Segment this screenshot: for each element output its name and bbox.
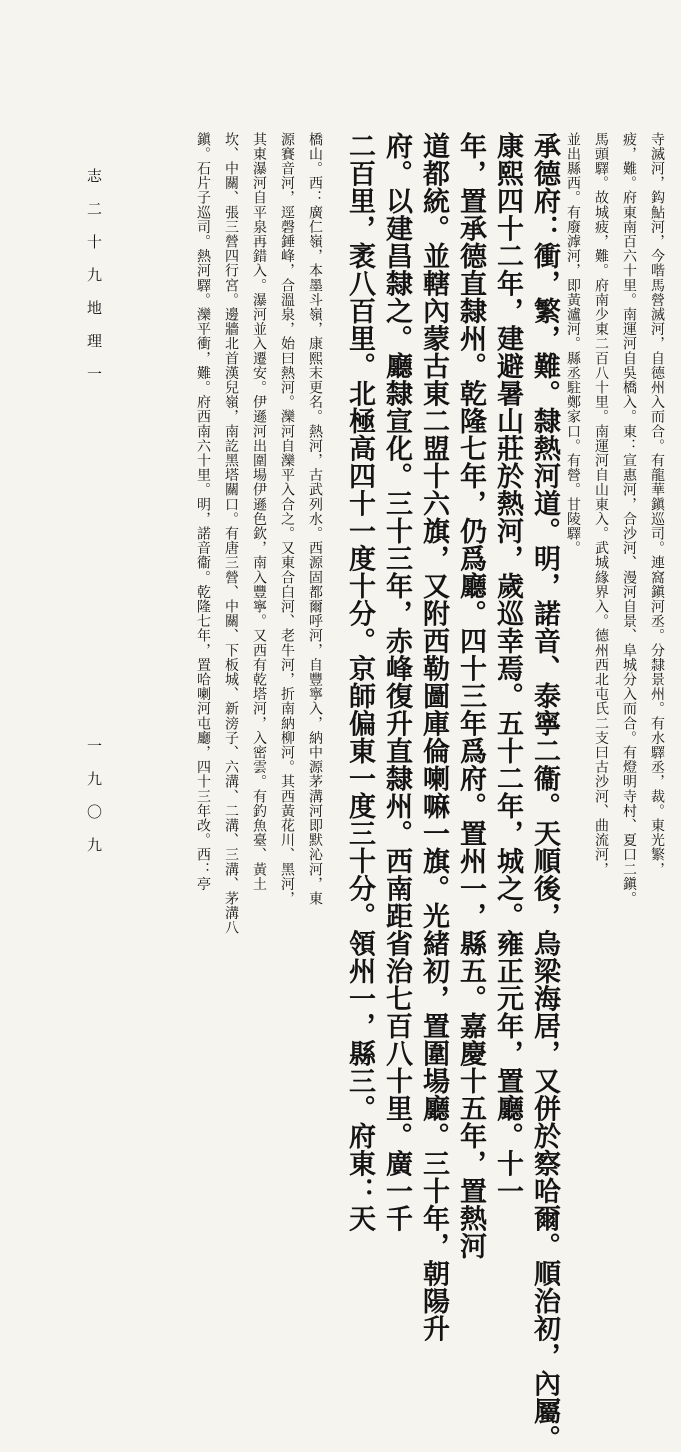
text-column-13: 其東瀑河自平泉再錯入。瀑河並入遷安。伊遜河出圍場伊遜色欽，南入豐寧。又西有乾塔河，入密雲。有釣魚臺、黃土 — [251, 132, 267, 892]
text-column-3: 馬頭驛。故城疲，難。府南少東二百八十里。南運河自山東入。武城緣界入。德州西北屯氏二支曰古沙河、曲流河， — [593, 132, 609, 877]
text-column-14: 坎、中關、張三營四行宮。邊牆北首漢兒嶺，南訖黑塔關口。有唐三營、中關、下板城、新滂子、六溝、二溝、三溝、茅溝八 — [223, 132, 239, 935]
text-column-5: 承德府：衝，繁，難。隸熱河道。明，諾音、泰寧二衞。天順後，烏梁海居，又併於察哈爾。順治初，內屬。 — [529, 132, 560, 1452]
text-column-10: 二百里，袤八百里。北極高四十一度十分。京師偏東一度三十分。領州一，縣三。府東：天 — [344, 132, 375, 1232]
page-number: 一 九 〇 九 — [85, 738, 103, 852]
text-column-4: 並出縣西。有廢滹河，即黃瀘河。縣丞駐鄭家口。有營。甘陵驛。 — [565, 132, 581, 556]
text-column-15: 鎭。石片子巡司。熱河驛。灤平衝，難。府西南六十里。明，諾音衞。乾隆七年，置哈喇河屯廳，四十三年改。西：亭 — [195, 132, 211, 892]
text-column-12: 源賽音河，逕磬錘峰，合溫泉，始曰熱河。灤河自灤平入合之。又東合白河、老牛河，折南納柳河。其西黃花川、黑河， — [279, 132, 295, 906]
volume-header: 志 二 十 九 地 理 一 — [85, 168, 103, 381]
text-column-6: 康熙四十二年，建避暑山莊於熱河，歲巡幸焉。五十二年，城之。雍正元年，置廳。十一 — [492, 132, 523, 1205]
text-column-9: 府。以建昌隸之。廳隸宣化。三十三年，赤峰復升直隸州。西南距省治七百八十里。廣一千 — [381, 132, 412, 1232]
text-column-8: 道都統。並轄內蒙古東二盟十六旗，又附西勒圖庫倫喇嘛一旗。光緒初，置圍場廳。三十年，朝陽升 — [418, 132, 449, 1342]
text-column-2: 疲，難。府東南百六十里。南運河自吳橋入。東：宣惠河，合沙河、漫河自景、阜城分入而合。有燈明寺村、夏口二鎭。 — [621, 132, 637, 906]
text-column-11: 橋山。西：廣仁嶺，本墨斗嶺，康熙末更名。熱河，古武列水。西源固都爾呼河，自豐寧入，納中源茅溝河即默沁河，東 — [307, 132, 323, 906]
text-column-1: 寺滅河，鈎鮎河，今喈馬營滅河，自德州入而合。有龍華鎭巡司。連窩鎭河丞。分隸景州。有水驛丞，裁。東光繁， — [649, 132, 665, 877]
text-column-7: 年，置承德直隸州。乾隆七年，仍爲廳。四十三年爲府。置州一，縣五。嘉慶十五年，置熱河 — [455, 132, 486, 1260]
